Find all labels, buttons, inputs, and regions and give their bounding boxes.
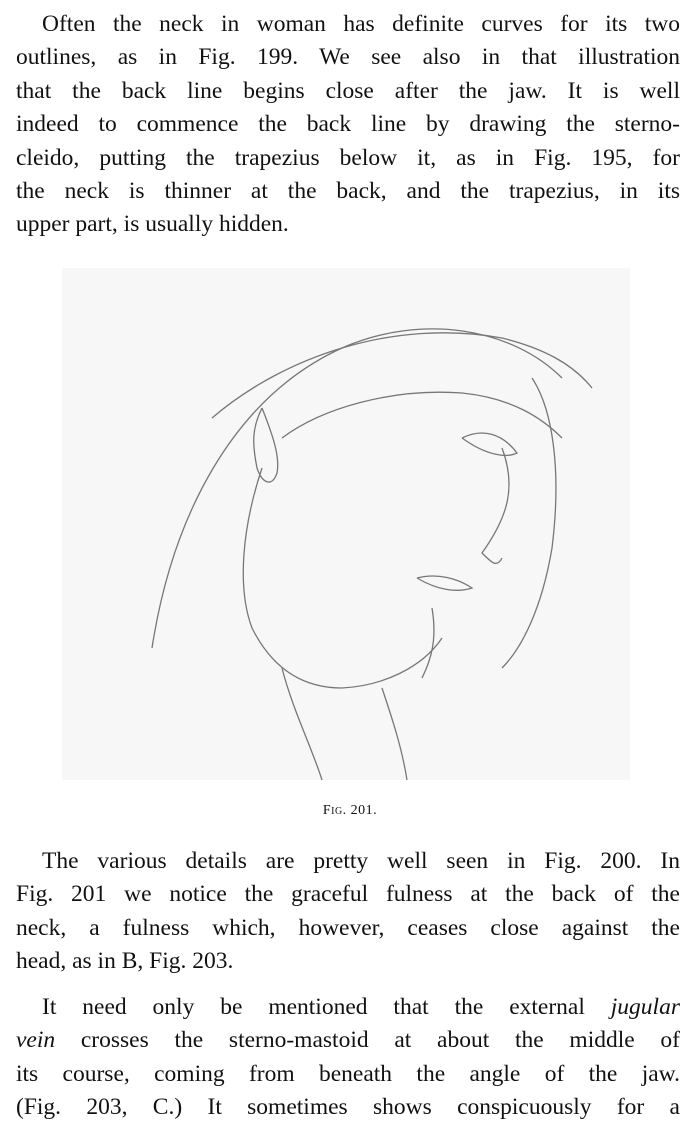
text-line bbox=[16, 1024, 680, 1057]
text-line: outlines, as in Fig. 199. We see also in that illustration bbox=[16, 44, 680, 71]
text-line: Fig. 201 we notice the graceful fulness at the back of the bbox=[16, 881, 680, 908]
text-line: Often the neck in woman has definite curves for its two bbox=[42, 11, 680, 37]
text-line: its course, coming from beneath the angle of the jaw. bbox=[16, 1060, 680, 1087]
text-span: crosses the sterno-mastoid at about the middle of bbox=[55, 1027, 680, 1054]
text-line: indeed to commence the back line by drawing the sterno- bbox=[16, 111, 680, 138]
italic-term: jugular bbox=[610, 994, 680, 1020]
text-line: (Fig. 203, C.) It sometimes shows conspicuously for a bbox=[16, 1094, 680, 1121]
paragraph-2 bbox=[16, 845, 680, 979]
text-line: cleido, putting the trapezius below it, as in Fig. 195, for bbox=[16, 144, 680, 171]
paragraph-1 bbox=[16, 8, 680, 242]
italic-term: vein bbox=[16, 1027, 56, 1054]
text-line: upper part, is usually hidden. bbox=[16, 211, 289, 238]
text-line: The various details are pretty well seen in Fig. 200. In bbox=[42, 848, 680, 874]
paragraph-3 bbox=[16, 991, 680, 1125]
text-line bbox=[16, 991, 680, 1024]
text-line: the neck is thinner at the back, and the trapezius, in its bbox=[16, 177, 680, 204]
text-span: It need only be mentioned that the external bbox=[42, 994, 611, 1020]
figure-201-illustration bbox=[62, 268, 630, 780]
figure-caption: Fig. 201. bbox=[322, 803, 378, 818]
text-line: that the back line begins close after the jaw. It is well bbox=[16, 77, 680, 104]
text-line: head, as in B, Fig. 203. bbox=[16, 948, 234, 975]
text-line: neck, a fulness which, however, ceases close against the bbox=[16, 914, 680, 941]
